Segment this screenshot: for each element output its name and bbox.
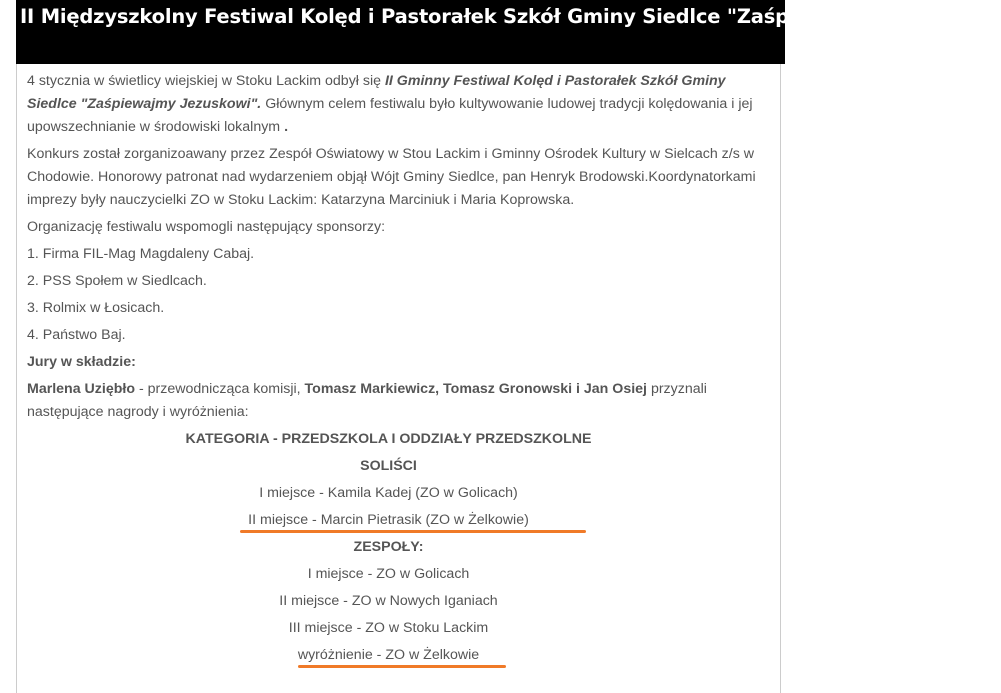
jury-text-1: - przewodnicząca komisji, xyxy=(135,381,305,397)
sponsors-intro: Organizację festiwalu wspomogli następujący sponsorzy: xyxy=(27,219,386,235)
highlight-underline xyxy=(298,665,506,668)
group-result: I miejsce - ZO w Golicach xyxy=(307,566,470,582)
intro-paragraph xyxy=(27,70,780,139)
article-title: II Międzyszkolny Festiwal Kolęd i Pastorałek Szkół Gminy Siedlce "Zaśpiewajmy Jezuskowi" xyxy=(20,5,1001,28)
sponsor-item: 2. PSS Społem w Siedlcach. xyxy=(27,273,207,289)
jury-members-names: Tomasz Markiewicz, Tomasz Gronowski i Jan Osiej xyxy=(304,381,647,397)
jury-heading: Jury w składzie: xyxy=(27,354,136,370)
highlight-underline xyxy=(240,530,586,533)
category-heading: KATEGORIA - PRZEDSZKOLA I ODDZIAŁY PRZEDSZKOLNE xyxy=(185,431,592,447)
sponsor-item: 3. Rolmix w Łosicach. xyxy=(27,300,165,316)
intro-text-end: . xyxy=(284,119,289,135)
soloist-result: I miejsce - Kamila Kadej (ZO w Golicach) xyxy=(259,485,518,501)
article-title-bar xyxy=(16,0,1001,64)
festival-name-emphasis: II Gminny Festiwal Kolęd i Pastorałek Szkół Gminy Siedlce "Zaśpiewajmy Jezuskowi". xyxy=(27,73,726,112)
sponsor-item: 4. Państwo Baj. xyxy=(27,327,126,343)
article-body xyxy=(16,64,781,693)
jury-paragraph xyxy=(27,378,780,424)
group-result: wyróżnienie - ZO w Żelkowie xyxy=(297,647,480,663)
intro-text-start: 4 stycznia w świetlicy wiejskiej w Stoku Lackim odbył się xyxy=(27,73,385,89)
jury-text-2: przyznali następujące nagrody i wyróżnienia: xyxy=(27,381,707,420)
jury-chair-name: Marlena Uziębło xyxy=(27,381,136,397)
groups-heading: ZESPOŁY: xyxy=(353,539,424,555)
group-result: III miejsce - ZO w Stoku Lackim xyxy=(288,620,489,636)
organizers-paragraph: Konkurs został zorganizoawany przez Zespół Oświatowy w Stou Lackim i Gminny Ośrodek Kultury w Sielcach z/s w Chodowie. Honorowy patronat nad wydarzeniem objął Wójt Gminy Siedlce, pan Henryk Brodowski.Koordynatorkami imprezy były nauczycielki ZO w Stoku Lackim: Katarzyna Marciniuk i Maria Koprowska. xyxy=(27,146,756,208)
sponsor-item: 1. Firma FIL-Mag Magdaleny Cabaj. xyxy=(27,246,255,262)
intro-text-rest: Głównym celem festiwalu było kultywowanie ludowej tradycji kolędowania i jej upowszechnianie w środowiski lokalnym xyxy=(27,96,753,135)
soloists-heading: SOLIŚCI xyxy=(360,458,417,474)
soloist-result: II miejsce - Marcin Pietrasik (ZO w Żelkowie) xyxy=(248,512,529,528)
group-result: II miejsce - ZO w Nowych Iganiach xyxy=(279,593,498,609)
